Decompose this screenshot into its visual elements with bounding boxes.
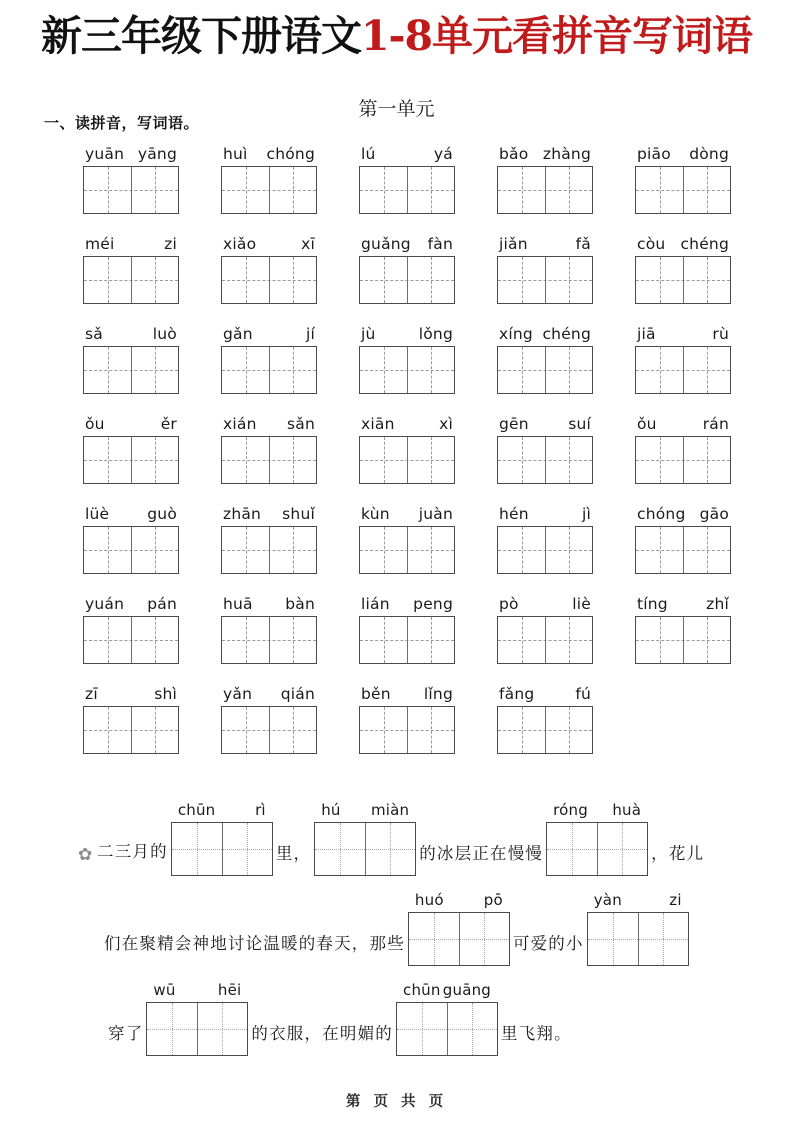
sentence-text: 的冰层正在慢慢 <box>419 843 544 863</box>
box-divider <box>131 167 132 213</box>
pinyin-syllable: xì <box>439 415 453 433</box>
word-grid-section <box>62 142 752 772</box>
tianzige-box[interactable] <box>635 436 731 484</box>
word-row <box>62 682 752 772</box>
pinyin-syllable: shuǐ <box>282 505 315 523</box>
tianzige-box[interactable] <box>83 616 179 664</box>
word-item <box>338 232 476 322</box>
page-title-black: 新三年级下册语文 <box>40 12 361 60</box>
pinyin-label <box>594 888 682 912</box>
pinyin-label <box>223 592 315 616</box>
answer-blank <box>314 798 416 876</box>
pinyin-syllable: jù <box>361 325 376 343</box>
tianzige-box[interactable] <box>221 256 317 304</box>
box-divider <box>269 707 270 753</box>
sentence-text: 二三月的 <box>97 842 168 861</box>
pinyin-syllable: ǒu <box>637 415 657 433</box>
box-divider <box>545 527 546 573</box>
word-item <box>476 502 614 592</box>
pinyin-syllable: wū <box>153 981 176 999</box>
tianzige-box[interactable] <box>221 526 317 574</box>
word-row <box>62 412 752 502</box>
pinyin-syllable: yāng <box>137 145 177 163</box>
tianzige-box[interactable] <box>396 1002 498 1056</box>
word-item <box>200 232 338 322</box>
tianzige-box[interactable] <box>359 616 455 664</box>
pinyin-label <box>223 412 315 436</box>
pinyin-syllable: lǒng <box>418 325 453 343</box>
word-item <box>62 502 200 592</box>
pinyin-syllable: bàn <box>285 595 315 613</box>
pinyin-syllable: fǎng <box>499 685 535 703</box>
pinyin-syllable: hú <box>321 801 341 819</box>
pinyin-label <box>361 412 453 436</box>
pinyin-syllable: pò <box>499 595 519 613</box>
word-item <box>62 682 200 772</box>
page-title-red: 1-8单元看拼音写词语 <box>360 12 753 60</box>
sentence-fill-section <box>0 786 793 1056</box>
box-divider <box>131 347 132 393</box>
word-item <box>476 322 614 412</box>
pinyin-syllable: lǐng <box>423 685 453 703</box>
pinyin-label <box>499 232 591 256</box>
box-divider <box>269 527 270 573</box>
pinyin-syllable: yuān <box>85 145 125 163</box>
pinyin-syllable: zī <box>85 685 98 703</box>
pinyin-syllable: còu <box>637 235 666 253</box>
unit-heading: 第一单元 <box>358 98 435 120</box>
pinyin-label <box>499 412 591 436</box>
tianzige-box[interactable] <box>83 436 179 484</box>
pinyin-syllable: zi <box>164 235 177 253</box>
box-divider <box>269 167 270 213</box>
box-divider <box>131 527 132 573</box>
pinyin-syllable: rù <box>712 325 729 343</box>
pinyin-syllable: chūn <box>177 801 216 819</box>
pinyin-syllable: sǎn <box>287 415 315 433</box>
box-divider <box>222 823 223 875</box>
sentence-text: 的衣服，在明媚的 <box>251 1023 394 1043</box>
tianzige-box[interactable] <box>171 822 273 876</box>
box-divider <box>407 437 408 483</box>
pinyin-label <box>85 502 177 526</box>
tianzige-box[interactable] <box>635 256 731 304</box>
word-row <box>62 592 752 682</box>
pinyin-label <box>85 682 177 706</box>
box-divider <box>131 257 132 303</box>
word-item <box>62 142 200 232</box>
tianzige-box[interactable] <box>359 436 455 484</box>
word-item <box>200 682 338 772</box>
pinyin-label <box>153 978 241 1002</box>
pinyin-syllable: lüè <box>85 505 110 523</box>
pinyin-syllable: huā <box>223 595 253 613</box>
box-divider <box>269 617 270 663</box>
word-item <box>200 142 338 232</box>
pinyin-syllable: fàn <box>427 235 453 253</box>
box-divider <box>545 347 546 393</box>
box-divider <box>269 257 270 303</box>
pinyin-label <box>637 232 729 256</box>
tianzige-box[interactable] <box>83 166 179 214</box>
box-divider <box>197 1003 198 1055</box>
instruction-text: 一、读拼音，写词语。 <box>44 114 200 132</box>
word-item <box>62 592 200 682</box>
pinyin-syllable: rì <box>255 801 266 819</box>
pinyin-syllable: chóng <box>637 505 686 523</box>
pinyin-syllable: jí <box>305 325 315 343</box>
tianzige-box[interactable] <box>146 1002 248 1056</box>
sentence-text: 里， <box>275 843 312 863</box>
pinyin-label <box>637 412 729 436</box>
sentence-text: 们在聚精会神地讨论温暖的春天，那些 <box>104 933 405 953</box>
box-divider <box>545 257 546 303</box>
pinyin-label <box>361 322 453 346</box>
box-divider <box>683 257 684 303</box>
pinyin-syllable: fú <box>575 685 591 703</box>
page-title <box>0 14 793 60</box>
pinyin-syllable: liè <box>572 595 591 613</box>
word-item <box>338 502 476 592</box>
pinyin-label <box>499 142 591 166</box>
pinyin-syllable: gǎn <box>223 325 253 343</box>
pinyin-syllable: peng <box>413 595 453 613</box>
box-divider <box>407 167 408 213</box>
box-divider <box>459 913 460 965</box>
pinyin-syllable: hēi <box>217 981 242 999</box>
word-item <box>200 322 338 412</box>
box-divider <box>638 913 639 965</box>
answer-blank <box>146 978 248 1056</box>
tianzige-box[interactable] <box>221 166 317 214</box>
pinyin-syllable: fǎ <box>575 235 591 253</box>
pinyin-syllable: xī <box>301 235 315 253</box>
pinyin-syllable: dòng <box>689 145 729 163</box>
box-divider <box>407 617 408 663</box>
pinyin-syllable: guǎng <box>361 235 411 253</box>
pinyin-syllable: yǎn <box>223 685 253 703</box>
pinyin-syllable: huó <box>414 891 444 909</box>
pinyin-syllable: kùn <box>361 505 390 523</box>
tianzige-box[interactable] <box>359 166 455 214</box>
pinyin-syllable: guò <box>147 505 177 523</box>
box-divider <box>131 707 132 753</box>
tianzige-box[interactable] <box>497 256 593 304</box>
pinyin-label <box>321 798 409 822</box>
flower-icon: ✿ <box>78 845 94 865</box>
pinyin-label <box>553 798 641 822</box>
pinyin-syllable: yuán <box>85 595 125 613</box>
pinyin-label <box>85 142 177 166</box>
tianzige-box[interactable] <box>497 526 593 574</box>
box-divider <box>545 437 546 483</box>
pinyin-syllable: xiān <box>361 415 395 433</box>
box-divider <box>407 347 408 393</box>
tianzige-box[interactable] <box>497 166 593 214</box>
pinyin-syllable: zhǐ <box>706 595 729 613</box>
word-row <box>62 142 752 232</box>
pinyin-label <box>85 412 177 436</box>
box-divider <box>365 823 366 875</box>
pinyin-syllable: luò <box>152 325 177 343</box>
pinyin-syllable: tíng <box>637 595 668 613</box>
pinyin-label <box>223 142 315 166</box>
word-item <box>62 412 200 502</box>
sentence-line <box>0 786 793 876</box>
sentence-line <box>0 876 793 966</box>
pinyin-label <box>178 798 266 822</box>
tianzige-box[interactable] <box>359 346 455 394</box>
pinyin-label <box>361 682 453 706</box>
pinyin-syllable: juàn <box>418 505 453 523</box>
pinyin-syllable: yá <box>433 145 453 163</box>
answer-blank <box>546 798 648 876</box>
word-item <box>614 142 752 232</box>
sentence-text: 可爱的小 <box>512 933 584 953</box>
tianzige-box[interactable] <box>587 912 689 966</box>
sentence-text: 穿了 <box>108 1023 144 1043</box>
page-footer: 第 页 共 页 <box>345 1093 448 1110</box>
word-item <box>338 142 476 232</box>
pinyin-label <box>499 502 591 526</box>
box-divider <box>269 437 270 483</box>
pinyin-label <box>361 592 453 616</box>
pinyin-syllable: jiā <box>637 325 656 343</box>
answer-blank <box>396 978 498 1056</box>
box-divider <box>683 167 684 213</box>
pinyin-syllable: chéng <box>680 235 729 253</box>
pinyin-syllable: jì <box>581 505 591 523</box>
word-item <box>614 232 752 322</box>
tianzige-box[interactable] <box>497 706 593 754</box>
pinyin-syllable: piāo <box>637 145 671 163</box>
pinyin-syllable: pán <box>147 595 177 613</box>
pinyin-label <box>85 232 177 256</box>
word-item <box>614 502 752 592</box>
pinyin-label <box>415 888 503 912</box>
answer-blank <box>408 888 510 966</box>
word-item <box>338 592 476 682</box>
pinyin-syllable: jiǎn <box>499 235 528 253</box>
pinyin-syllable: bǎo <box>499 145 529 163</box>
pinyin-syllable: shì <box>154 685 177 703</box>
word-item <box>476 232 614 322</box>
box-divider <box>545 617 546 663</box>
pinyin-syllable: zhàng <box>542 145 591 163</box>
box-divider <box>597 823 598 875</box>
tianzige-box[interactable] <box>221 436 317 484</box>
tianzige-box[interactable] <box>497 616 593 664</box>
pinyin-syllable: hén <box>499 505 529 523</box>
box-divider <box>683 437 684 483</box>
word-item <box>476 412 614 502</box>
tianzige-box[interactable] <box>83 256 179 304</box>
pinyin-syllable: ěr <box>160 415 177 433</box>
word-item <box>200 592 338 682</box>
tianzige-box[interactable] <box>359 526 455 574</box>
pinyin-label <box>637 502 729 526</box>
pinyin-syllable: xíng <box>499 325 533 343</box>
box-divider <box>447 1003 448 1055</box>
word-row <box>62 232 752 322</box>
pinyin-syllable: qián <box>280 685 315 703</box>
box-divider <box>131 437 132 483</box>
pinyin-syllable: gēn <box>499 415 529 433</box>
pinyin-label <box>361 502 453 526</box>
pinyin-label <box>499 592 591 616</box>
pinyin-label <box>223 682 315 706</box>
tianzige-box[interactable] <box>546 822 648 876</box>
sentence-line <box>0 966 793 1056</box>
pinyin-syllable: huì <box>223 145 248 163</box>
box-divider <box>545 707 546 753</box>
sentence-text: ，花儿 <box>651 843 705 863</box>
pinyin-syllable: lú <box>361 145 376 163</box>
box-divider <box>407 707 408 753</box>
box-divider <box>407 527 408 573</box>
pinyin-syllable: chéng <box>542 325 591 343</box>
pinyin-label <box>223 322 315 346</box>
pinyin-label <box>223 232 315 256</box>
word-item <box>62 232 200 322</box>
box-divider <box>131 617 132 663</box>
pinyin-label <box>403 978 491 1002</box>
tianzige-box[interactable] <box>83 706 179 754</box>
box-divider <box>269 347 270 393</box>
pinyin-syllable: zi <box>669 891 682 909</box>
word-item <box>614 412 752 502</box>
word-item <box>338 412 476 502</box>
word-item <box>476 682 614 772</box>
word-row <box>62 322 752 412</box>
tianzige-box[interactable] <box>359 256 455 304</box>
tianzige-box[interactable] <box>497 436 593 484</box>
pinyin-label <box>85 322 177 346</box>
pinyin-syllable: huà <box>612 801 642 819</box>
pinyin-syllable: miàn <box>370 801 410 819</box>
pinyin-syllable: yàn <box>593 891 622 909</box>
tianzige-box[interactable] <box>635 166 731 214</box>
pinyin-syllable: pō <box>483 891 503 909</box>
pinyin-syllable: xiǎo <box>223 235 257 253</box>
word-item <box>338 682 476 772</box>
tianzige-box[interactable] <box>83 526 179 574</box>
pinyin-syllable: róng <box>553 801 588 819</box>
tianzige-box[interactable] <box>221 346 317 394</box>
tianzige-box[interactable] <box>635 346 731 394</box>
box-divider <box>683 347 684 393</box>
pinyin-label <box>637 322 729 346</box>
word-item <box>338 322 476 412</box>
pinyin-syllable: sǎ <box>85 325 103 343</box>
pinyin-syllable: rán <box>702 415 729 433</box>
pinyin-label <box>499 322 591 346</box>
word-item <box>614 322 752 412</box>
tianzige-box[interactable] <box>635 526 731 574</box>
pinyin-syllable: zhān <box>223 505 262 523</box>
pinyin-label <box>361 232 453 256</box>
pinyin-syllable: méi <box>85 235 115 253</box>
pinyin-syllable: běn <box>361 685 391 703</box>
tianzige-box[interactable] <box>221 706 317 754</box>
sentence-text: 里飞翔。 <box>501 1023 572 1043</box>
pinyin-label <box>499 682 591 706</box>
pinyin-syllable: suí <box>568 415 591 433</box>
tianzige-box[interactable] <box>497 346 593 394</box>
tianzige-box[interactable] <box>408 912 510 966</box>
pinyin-label <box>361 142 453 166</box>
tianzige-box[interactable] <box>314 822 416 876</box>
sentence-text-segment <box>78 844 168 876</box>
pinyin-syllable: chūn <box>403 981 441 999</box>
word-item <box>200 502 338 592</box>
pinyin-label <box>85 592 177 616</box>
word-item <box>476 142 614 232</box>
word-item <box>62 322 200 412</box>
box-divider <box>545 167 546 213</box>
box-divider <box>407 257 408 303</box>
pinyin-syllable: lián <box>361 595 390 613</box>
word-item <box>200 412 338 502</box>
pinyin-syllable: chóng <box>266 145 315 163</box>
tianzige-box[interactable] <box>83 346 179 394</box>
answer-blank <box>171 798 273 876</box>
word-item <box>476 592 614 682</box>
pinyin-label <box>637 142 729 166</box>
tianzige-box[interactable] <box>221 616 317 664</box>
tianzige-box[interactable] <box>635 616 731 664</box>
pinyin-syllable: guāng <box>442 981 492 999</box>
word-row <box>62 502 752 592</box>
answer-blank <box>587 888 689 966</box>
pinyin-syllable: gāo <box>699 505 729 523</box>
tianzige-box[interactable] <box>359 706 455 754</box>
pinyin-syllable: ǒu <box>85 415 105 433</box>
box-divider <box>683 617 684 663</box>
pinyin-label <box>223 502 315 526</box>
pinyin-syllable: xián <box>223 415 257 433</box>
word-item <box>614 592 752 682</box>
box-divider <box>683 527 684 573</box>
pinyin-label <box>637 592 729 616</box>
